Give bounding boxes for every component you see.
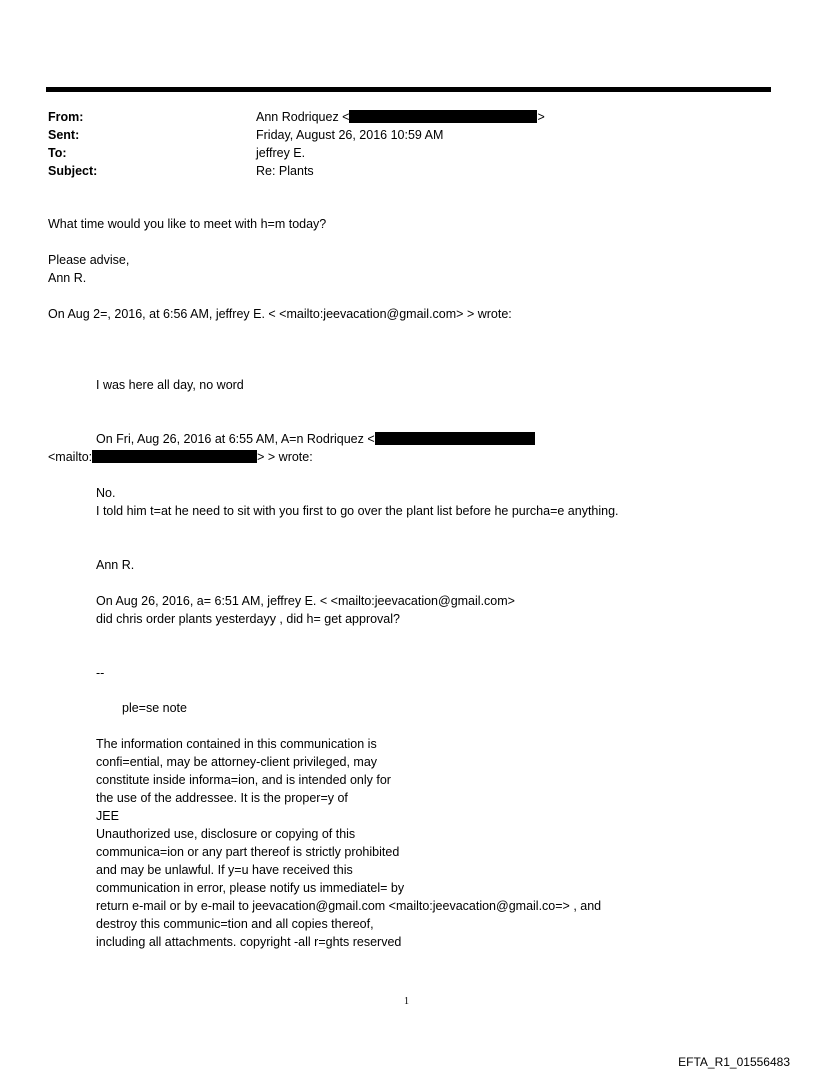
quote-header: On Aug 2=, 2016, at 6:56 AM, jeffrey E. < <mailto:jeevacation@gmail.com> > wrote: — [48, 307, 512, 321]
redaction-bar — [375, 432, 535, 445]
page-number: 1 — [404, 996, 409, 1007]
mailto-suffix: > > wrote: — [257, 450, 313, 464]
body-line: I told him t=at he need to sit with you first to go over the plant list before he purcha=e anything. — [96, 504, 619, 518]
sent-value: Friday, August 26, 2016 10:59 AM — [256, 128, 444, 142]
disclaimer-line: confi=ential, may be attorney-client privileged, may — [96, 755, 378, 769]
body-line: I was here all day, no word — [96, 378, 244, 392]
redaction-bar — [92, 450, 257, 463]
to-label: To: — [48, 146, 67, 160]
body-line: No. — [96, 486, 116, 500]
disclaimer-line: JEE — [96, 809, 119, 823]
from-name: Ann Rodriquez < — [256, 110, 350, 124]
body-line: Ann R. — [48, 271, 87, 285]
body-line: ple=se note — [122, 701, 187, 715]
from-value — [256, 108, 545, 126]
disclaimer-line: communication in error, please notify us immediatel= by — [96, 881, 405, 895]
disclaimer-line: including all attachments. copyright -all r=ghts reserved — [96, 935, 402, 949]
disclaimer-line: the use of the addressee. It is the proper=y of — [96, 791, 348, 805]
quote-header-continued — [48, 448, 313, 466]
quote-header — [96, 430, 535, 448]
disclaimer-line: The information contained in this communication is — [96, 737, 377, 751]
disclaimer-line: communica=ion or any part thereof is strictly prohibited — [96, 845, 400, 859]
disclaimer-line: destroy this communic=tion and all copies thereof, — [96, 917, 374, 931]
disclaimer-line: and may be unlawful. If y=u have received this — [96, 863, 353, 877]
quote-header-text: On Fri, Aug 26, 2016 at 6:55 AM, A=n Rodriquez < — [96, 432, 375, 446]
from-label: From: — [48, 110, 84, 124]
sent-label: Sent: — [48, 128, 80, 142]
body-line: What time would you like to meet with h=m today? — [48, 217, 327, 231]
to-value: jeffrey E. — [256, 146, 306, 160]
bates-number: EFTA_R1_01556483 — [678, 1055, 790, 1069]
disclaimer-line: return e-mail or by e-mail to jeevacation@gmail.com <mailto:jeevacation@gmail.co=> , and — [96, 899, 602, 913]
subject-value: Re: Plants — [256, 164, 314, 178]
body-line: did chris order plants yesterdayy , did h= get approval? — [96, 612, 400, 626]
body-line: Please advise, — [48, 253, 130, 267]
disclaimer-line: Unauthorized use, disclosure or copying of this — [96, 827, 356, 841]
header-rule — [46, 87, 771, 92]
body-line: Ann R. — [96, 558, 135, 572]
signature-separator: -- — [96, 666, 105, 680]
redaction-bar — [349, 110, 537, 123]
from-close: > — [537, 110, 545, 124]
subject-label: Subject: — [48, 164, 98, 178]
mailto-prefix: <mailto: — [48, 450, 93, 464]
disclaimer-line: constitute inside informa=ion, and is intended only for — [96, 773, 391, 787]
quote-header: On Aug 26, 2016, a= 6:51 AM, jeffrey E. < <mailto:jeevacation@gmail.com> — [96, 594, 515, 608]
